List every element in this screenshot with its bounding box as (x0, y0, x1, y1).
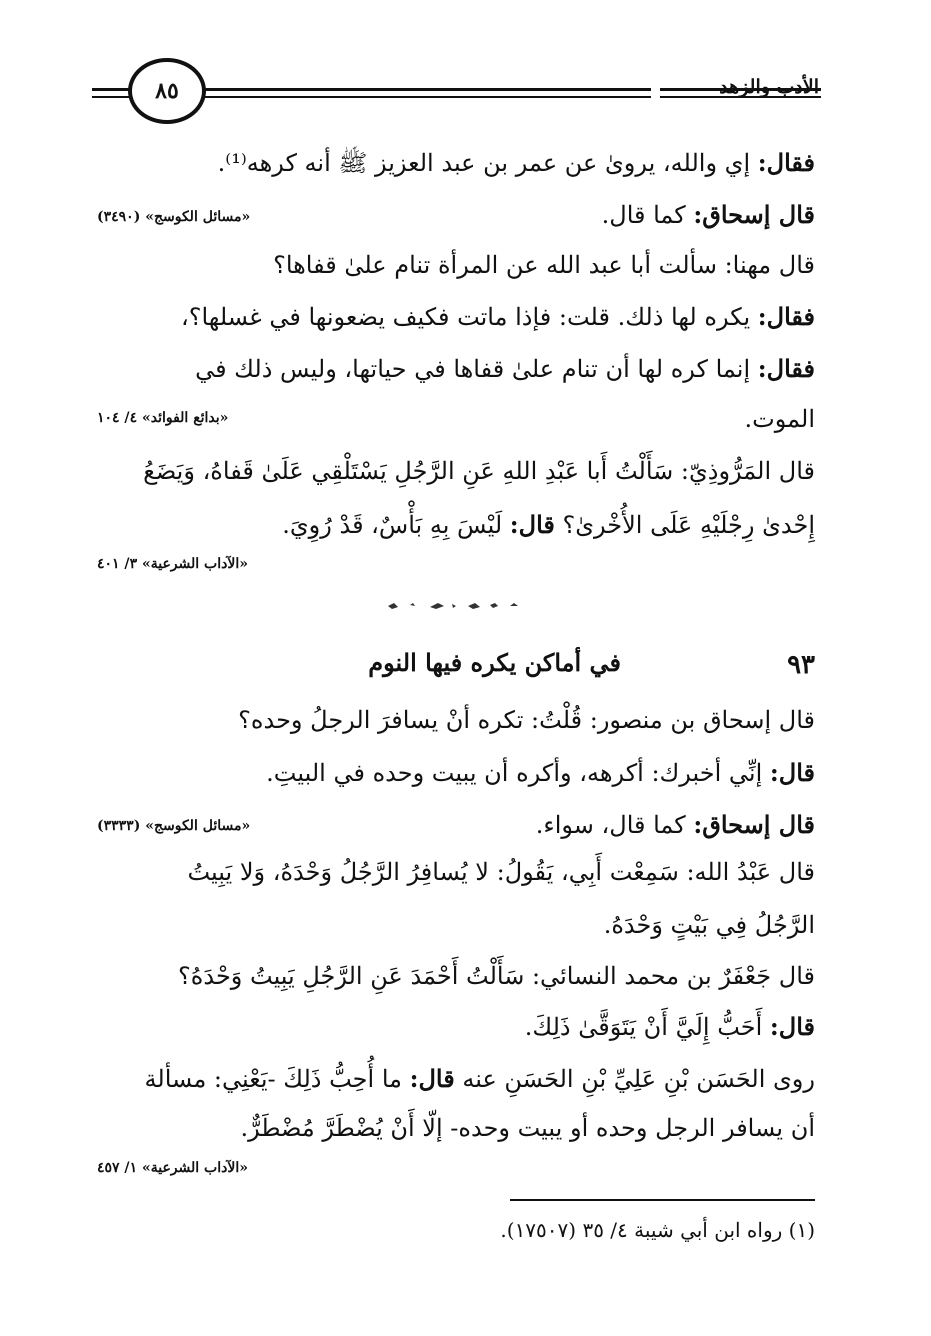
line-text: كما قال. (601, 201, 694, 229)
line-text: إنما كره لها أن تنام علىٰ قفاها في حياتها، وليس ذلك في (195, 355, 758, 383)
text-line (116, 758, 815, 787)
text-line (116, 457, 815, 485)
section-divider-ornament (380, 598, 530, 612)
speaker-label: فقال: (757, 148, 815, 177)
line-text: قال جَعْفَرٌ بن محمد النسائي: سَأَلْتُ أَحْمَدَ عَنِ الرَّجُلِ يَبِيتُ وَحْدَهُ؟ (178, 962, 815, 990)
source-citation: «بدائع الفوائد» ٤/ ١٠٤ (97, 410, 229, 426)
text-line (116, 706, 815, 734)
line-text: قال المَرُّوذِيّ: سَأَلْتُ أَبا عَبْدِ اللهِ عَنِ الرَّجُلِ يَسْتَلْقِي عَلَىٰ قَفاهُ، وَيَضَعُ (143, 457, 815, 485)
header-rule-middle-thin (200, 96, 651, 98)
source-citation: «مسائل الكوسج» (٣٤٩٠) (97, 209, 251, 225)
text-line (116, 148, 815, 183)
speaker-label: فقال: (757, 354, 815, 383)
text-line (116, 354, 815, 383)
text-line (116, 510, 815, 539)
footnote-text: (١) رواه ابن أبي شيبة ٤/ ٣٥ (١٧٥٠٧). (500, 1218, 815, 1242)
line-text: إِحْدىٰ رِجْلَيْهِ عَلَى الأُخْرىٰ؟ (554, 511, 815, 539)
speaker-label: قال إسحاق: (693, 810, 815, 839)
speaker-label: فقال: (757, 302, 815, 331)
header-rule-left (92, 88, 132, 91)
source-citation: «الآداب الشرعية» ٣/ ٤٠١ (97, 556, 248, 572)
section-number: ٩٣ (787, 650, 815, 680)
speaker-label: قال إسحاق: (693, 200, 815, 229)
page-number-badge: ٨٥ (128, 58, 206, 124)
line-text: قال عَبْدُ الله: سَمِعْت أَبِي، يَقُولُ: لا يُسافِرُ الرَّجُلُ وَحْدَهُ، وَلا يَبِيتُ (187, 858, 815, 886)
speaker-label: قال: (509, 510, 555, 539)
line-text: أن يسافر الرجل وحده أو يبيت وحده- إلّا أَنْ يُضْطَرَّ مُضْطَرٌّ. (240, 1114, 815, 1142)
text-line (116, 251, 815, 279)
source-citation: «الآداب الشرعية» ١/ ٤٥٧ (97, 1160, 248, 1176)
section-title: في أماكن يكره فيها النوم (368, 648, 621, 677)
line-text: كما قال، سواء. (535, 811, 694, 839)
line-text: قال إسحاق بن منصور: قُلْتُ: تكره أنْ يسافرَ الرجلُ وحده؟ (238, 706, 815, 734)
line-text: إنِّي أخبرك: أكرهه، وأكره أن يبيت وحده في البيتِ. (266, 759, 770, 787)
line-text: قال مهنا: سألت أبا عبد الله عن المرأة تنام علىٰ قفاها؟ (273, 251, 815, 279)
header-title: الأدب والزهد (719, 76, 819, 98)
line-text: إي والله، يروىٰ عن عمر بن عبد العزيز ﷺ أنه كرهه⁽¹⁾. (217, 149, 758, 177)
text-line (116, 1012, 815, 1041)
line-text: الموت. (744, 405, 815, 433)
text-line (116, 1114, 815, 1142)
speaker-label: قال: (769, 758, 815, 787)
line-text: أَحَبُّ إِلَيَّ أَنْ يَتَوَقَّىٰ ذَلِكَ. (524, 1013, 770, 1041)
source-citation: «مسائل الكوسج» (٣٣٣٣) (97, 818, 251, 834)
text-line (116, 962, 815, 990)
speaker-label: قال: (409, 1064, 455, 1093)
text-line (116, 911, 815, 939)
footnote-rule (510, 1199, 815, 1201)
line-text: الرَّجُلُ فِي بَيْتٍ وَحْدَهُ. (603, 911, 815, 939)
line-text: لَيْسَ بِهِ بَأْسٌ، قَدْ رُوِيَ. (282, 511, 510, 539)
line-text: روى الحَسَن بْنِ عَلِيِّ بْنِ الحَسَنِ عنه (454, 1065, 815, 1093)
line-text: يكره لها ذلك. قلت: فإذا ماتت فكيف يضعونها في غسلها؟، (180, 303, 758, 331)
text-line (116, 302, 815, 331)
line-text: ما أُحِبُّ ذَلِكَ -يَعْنِي: مسألة (144, 1065, 410, 1093)
header-rule-middle (200, 88, 651, 91)
speaker-label: قال: (769, 1012, 815, 1041)
header-rule-left-thin (92, 96, 132, 98)
text-line (116, 858, 815, 886)
text-line (116, 1064, 815, 1093)
